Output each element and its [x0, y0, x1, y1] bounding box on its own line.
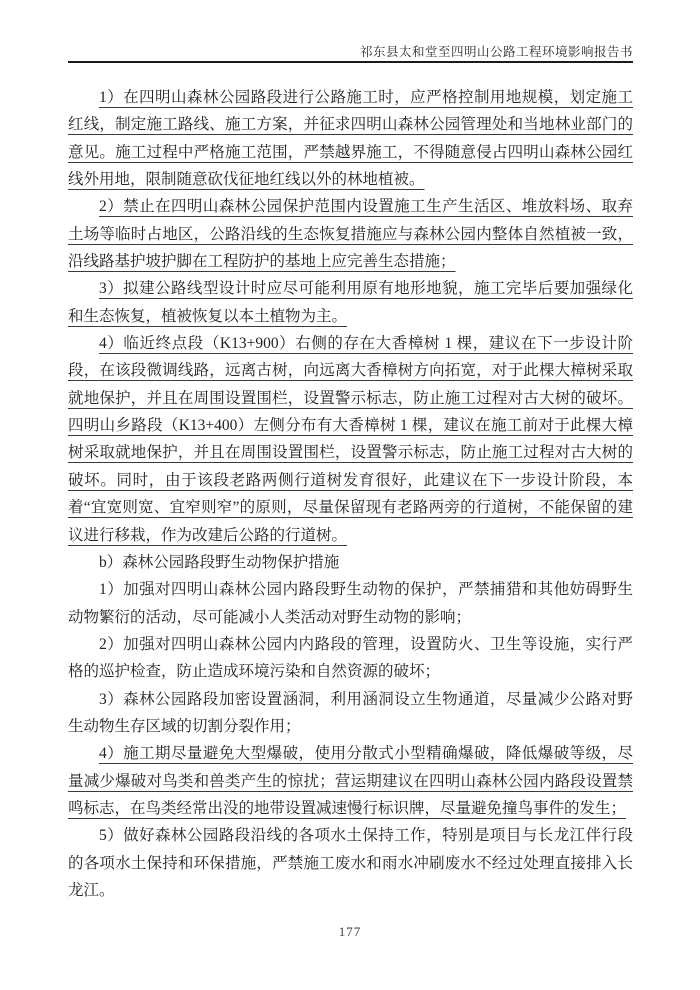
paragraph-forest-construction-2: 2）禁止在四明山森林公园保护范围内设置施工生产生活区、堆放料场、取弃土场等临时占地区，公路沿线的生态恢复措施应与森林公园内整体自然植被一致，沿线路基护坡护脚在工程防护的基地上应完善生态措施；	[68, 198, 633, 271]
paragraph-wildlife-5: 5）做好森林公园路段沿线的各项水土保持工作，特别是项目与长龙江伴行段的各项水土保持和环保措施，严禁施工废水和雨水冲刷废水不经过处理直接排入长龙江。	[68, 827, 633, 899]
paragraph-wildlife-2: 2）加强对四明山森林公园内内路段的管理，设置防火、卫生等设施，实行严格的巡护检查，防止造成环境污染和自然资源的破坏；	[68, 635, 633, 681]
paragraph-wildlife-3: 3）森林公园路段加密设置涵洞，利用涵洞设立生物通道，尽量减少公路对野生动物生存区域的切割分裂作用；	[68, 690, 633, 735]
paragraph-forest-construction-1: 1）在四明山森林公园路段进行公路施工时，应严格控制用地规模，划定施工红线，制定施工路线、施工方案，并征求四明山森林公园管理处和当地林业部门的意见。施工过程中严格施工范围，严禁越界施工，不得随意侵占四明山森林公园红线外用地，限制随意砍伐征地红线以外的林地植被。	[68, 89, 633, 189]
page-number: 177	[338, 924, 362, 939]
paragraph-forest-construction-3: 3）拟建公路线型设计时应尽可能利用原有地形地貌，施工完毕后要加强绿化和生态恢复，植被恢复以本土植物为主。	[68, 280, 633, 325]
paragraph-wildlife-4: 4）施工期尽量避免大型爆破，使用分散式小型精确爆破，降低爆破等级，尽量减少爆破对鸟类和兽类产生的惊扰；营运期建议在四明山森林公园内路段设置禁鸣标志，在鸟类经常出没的地带设置减速慢行标识牌，尽量避免撞鸟事件的发生；	[68, 745, 633, 817]
section-heading-wildlife-protection: b）森林公园路段野生动物保护措施	[99, 553, 340, 571]
page-header-title: 祁东县太和堂至四明山公路工程环境影响报告书	[359, 45, 633, 59]
header-divider-line	[68, 61, 633, 63]
paragraph-forest-construction-4: 4）临近终点段（K13+900）右侧的存在大香樟树 1 棵，建议在下一步设计阶段，在该段微调线路，远离古树，向远离大香樟树方向拓宽，对于此棵大樟树采取就地保护，并且在周围设置围栏，设置警示标志，防止施工过程对古大树的破坏。四明山乡路段（K13+400）左侧分布有大香樟树 1 棵，建议在施工前对于此棵大樟树采取就地保护，并且在周围设置围栏，设置警示标志，防止施工过程对古大树的破坏。同时，由于该段老路两侧行道树发育很好，此建议在下一步设计阶段，本着“宜宽则宽、宜窄则窄”的原则，尽量保留现有老路两旁的行道树，不能保留的建议进行移栽，作为改建后公路的行道树。	[68, 335, 633, 544]
document-body	[68, 84, 633, 904]
paragraph-wildlife-1: 1）加强对四明山森林公园内路段野生动物的保护，严禁捕猎和其他妨碍野生动物繁衍的活动，尽可能减小人类活动对野生动物的影响；	[68, 581, 633, 626]
